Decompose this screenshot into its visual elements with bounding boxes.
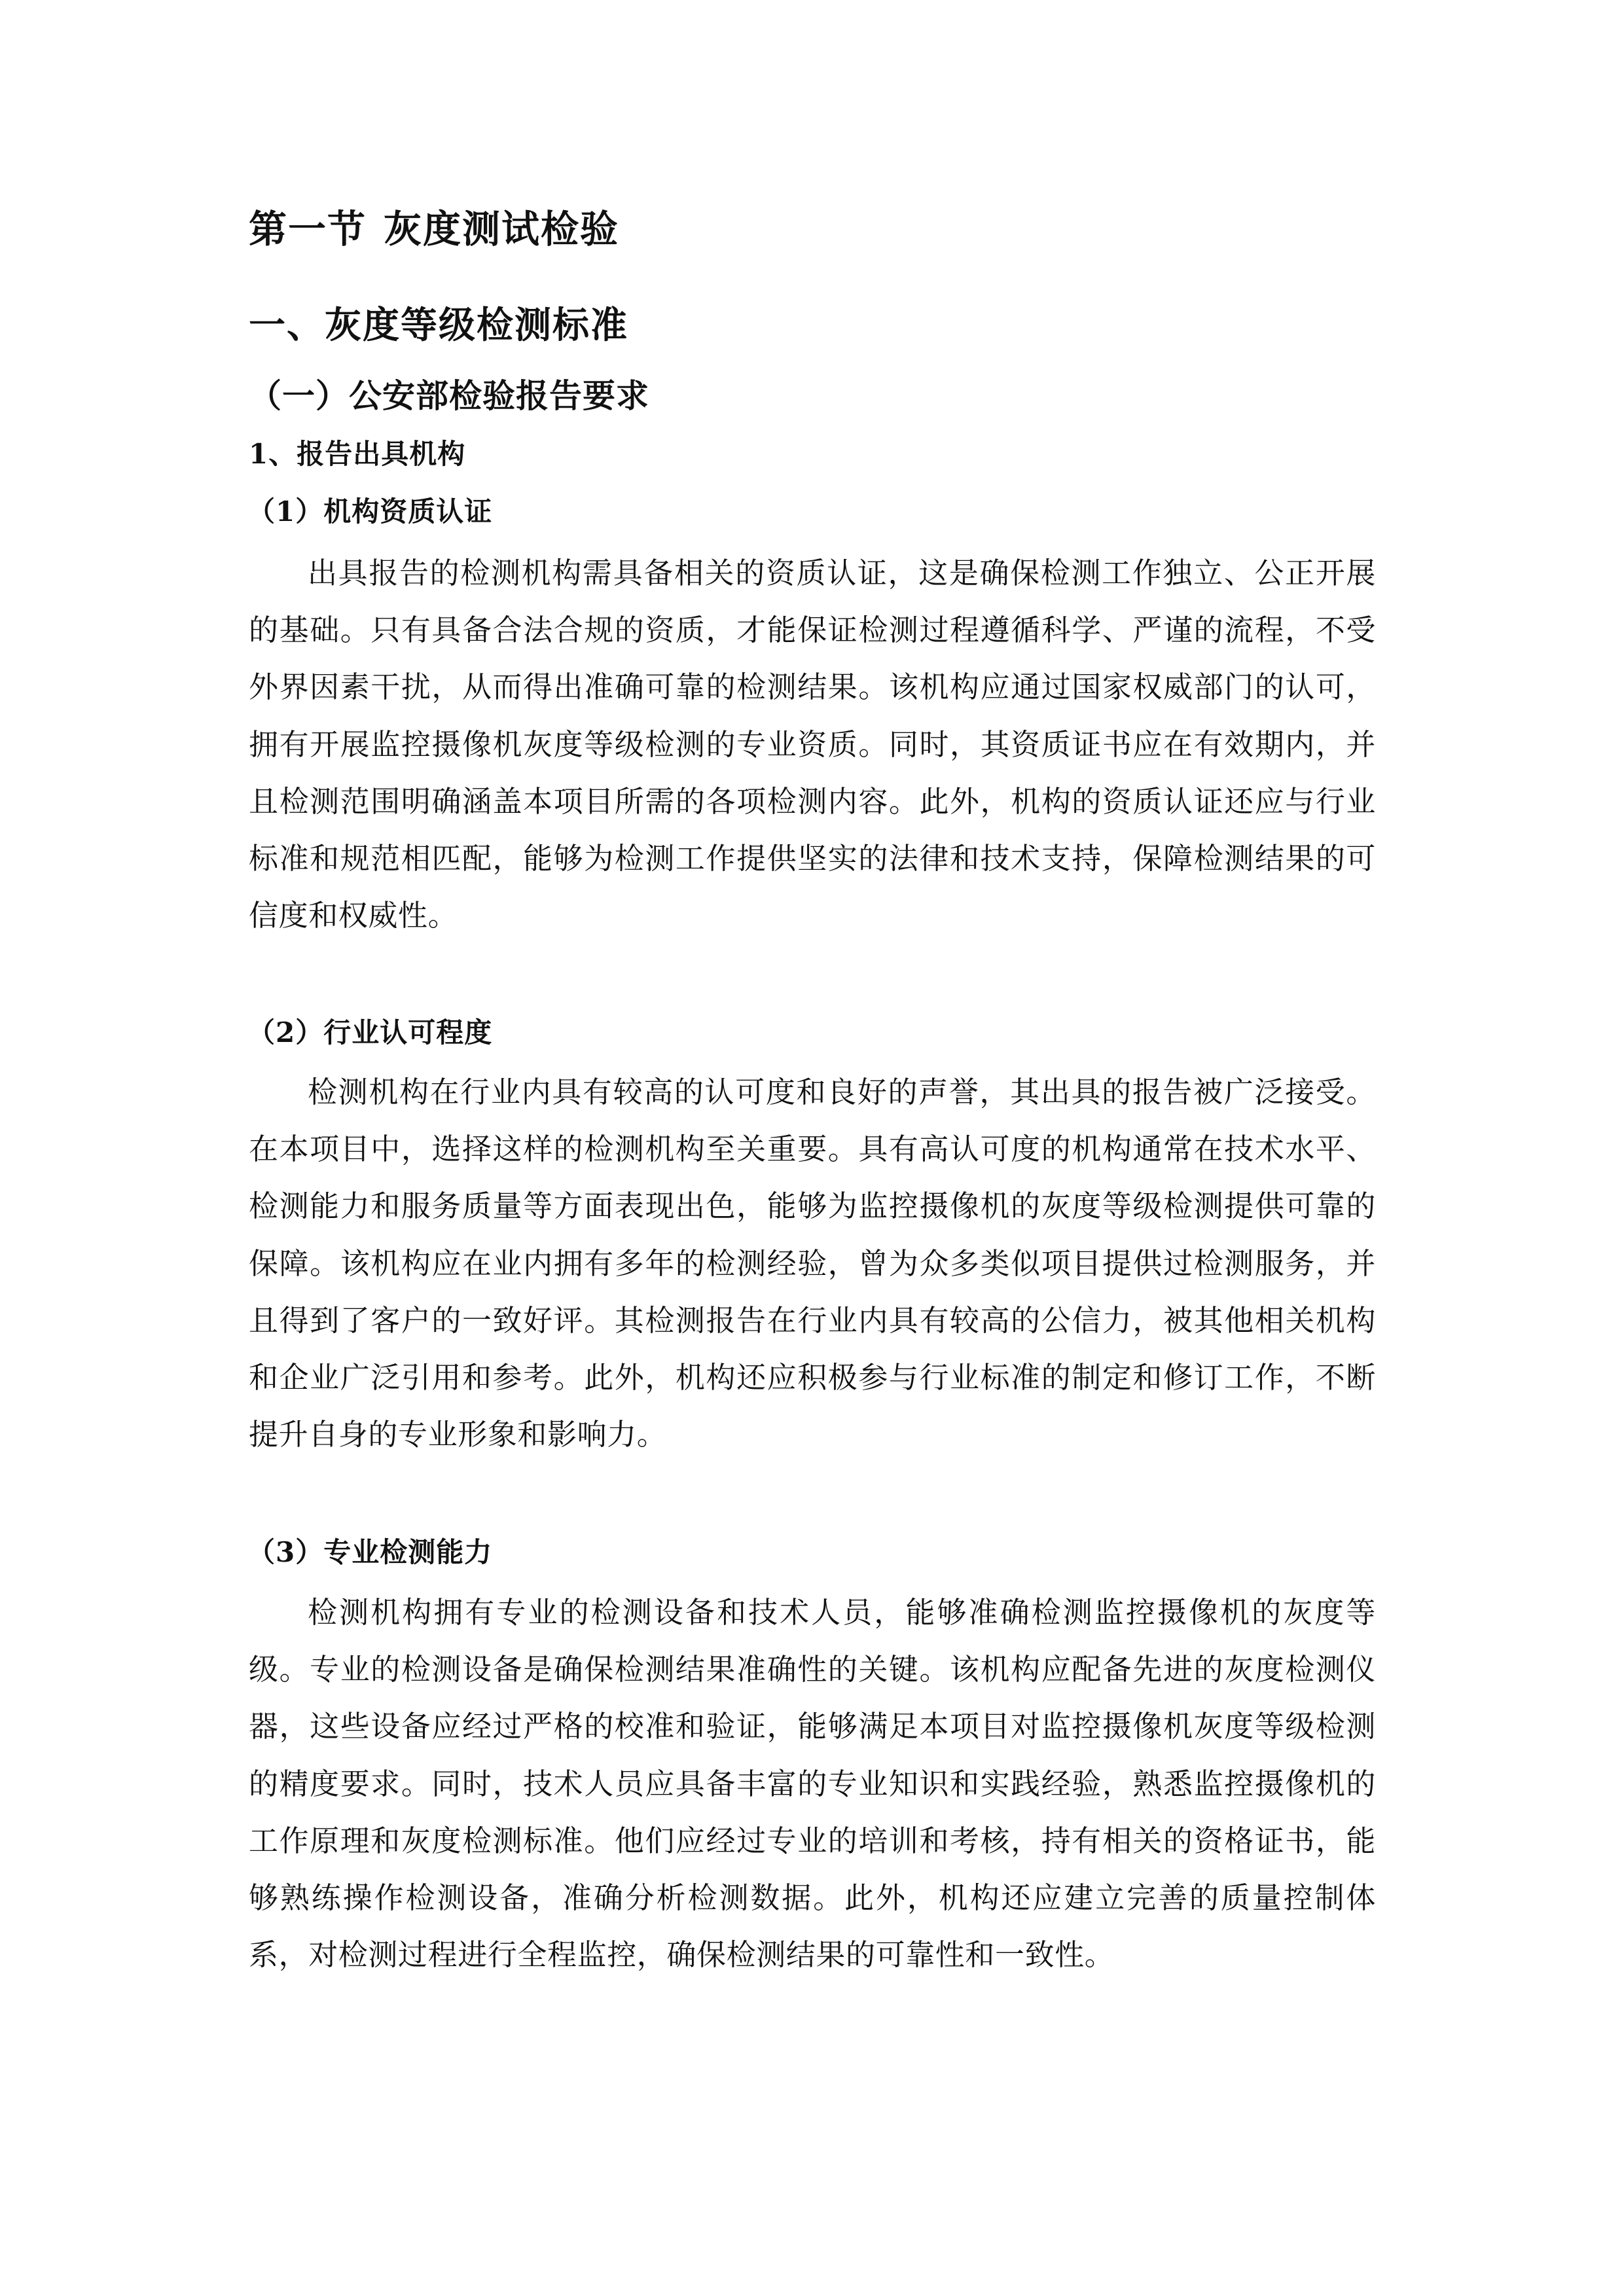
- subitem-heading-qualification: （1）机构资质认证: [247, 495, 493, 528]
- chapter-heading: 一、灰度等级检测标准: [249, 304, 628, 347]
- subsection-heading: （一）公安部检验报告要求: [249, 376, 649, 415]
- item-heading: 1、报告出具机构: [249, 438, 466, 470]
- section-title: 灰度测试检验: [384, 207, 620, 251]
- subitem-heading-recognition: （2）行业认可程度: [247, 1016, 493, 1049]
- section-number: 第一节: [249, 207, 367, 251]
- paragraph-recognition: 检测机构在行业内具有较高的认可度和良好的声誉，其出具的报告被广泛接受。在本项目中，选择这样的检测机构至关重要。具有高认可度的机构通常在技术水平、检测能力和服务质量等方面表现出色，能够为监控摄像机的灰度等级检测提供可靠的保障。该机构应在业内拥有多年的检测经验，曾为众多类似项目提供过检测服务，并且得到了客户的一致好评。其检测报告在行业内具有较高的公信力，被其他相关机构和企业广泛引用和参考。此外，机构还应积极参与行业标准的制定和修订工作，不断提升自身的专业形象和影响力。: [249, 1075, 1376, 1452]
- paragraph-capability: 检测机构拥有专业的检测设备和技术人员，能够准确检测监控摄像机的灰度等级。专业的检测设备是确保检测结果准确性的关键。该机构应配备先进的灰度检测仪器，这些设备应经过严格的校准和验证，能够满足本项目对监控摄像机灰度等级检测的精度要求。同时，技术人员应具备丰富的专业知识和实践经验，熟悉监控摄像机的工作原理和灰度检测标准。他们应经过专业的培训和考核，持有相关的资格证书，能够熟练操作检测设备，准确分析检测数据。此外，机构还应建立完善的质量控制体系，对检测过程进行全程监控，确保检测结果的可靠性和一致性。: [249, 1595, 1376, 1973]
- paragraph-qualification: 出具报告的检测机构需具备相关的资质认证，这是确保检测工作独立、公正开展的基础。只有具备合法合规的资质，才能保证检测过程遵循科学、严谨的流程，不受外界因素干扰，从而得出准确可靠的检测结果。该机构应通过国家权威部门的认可，拥有开展监控摄像机灰度等级检测的专业资质。同时，其资质证书应在有效期内，并且检测范围明确涵盖本项目所需的各项检测内容。此外，机构的资质认证还应与行业标准和规范相匹配，能够为检测工作提供坚实的法律和技术支持，保障检测结果的可信度和权威性。: [249, 556, 1376, 933]
- subitem-heading-capability: （3）专业检测能力: [247, 1536, 493, 1568]
- section-heading: [249, 196, 1375, 262]
